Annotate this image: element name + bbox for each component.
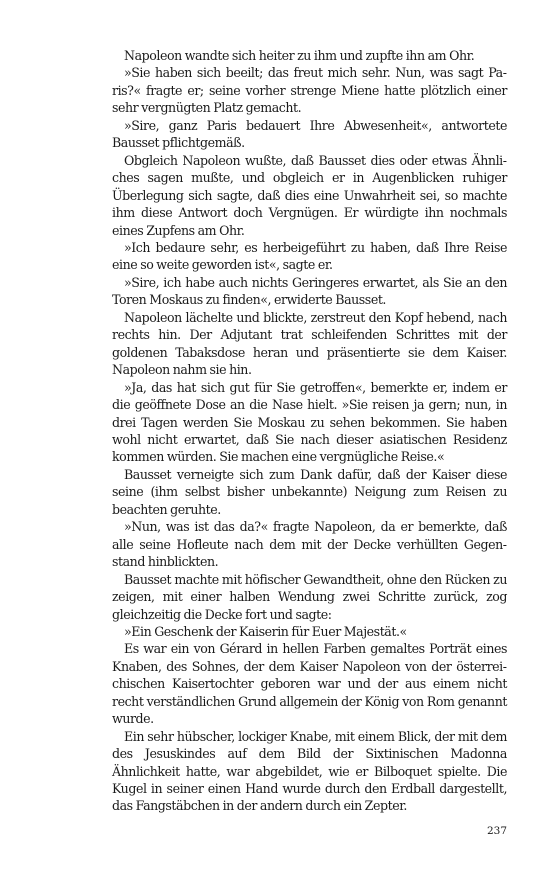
paragraph: Obgleich Napoleon wußte, daß Bausset dies oder etwas Ähnliches sagen mußte, und obgleich er in Augenblicken ruhiger Überlegung sich sagte, daß dies eine Unwahrheit sei, so machte ihm diese Antwort doch Vergnügen. Er würdigte ihn nochmals eines Zupfens am Ohr. [112,152,507,238]
paragraph: »Ein Geschenk der Kaiserin für Euer Majestät.« [124,623,407,639]
paragraph: Bausset verneigte sich zum Dank dafür, daß der Kaiser diese seine (ihm selbst bisher unbekannte) Neigung zum Reisen zu beachten geruhte. [112,466,507,517]
paragraph: »Ich bedaure sehr, es herbeigeführt zu haben, daß Ihre Reise eine so weite geworden ist«, sagte er. [112,239,507,273]
page-number: 237 [486,825,507,837]
paragraph: Napoleon lächelte und blickte, zerstreut den Kopf hebend, nach rechts hin. Der Adjutant trat schleifenden Schrittes mit der goldenen Tabaksdose heran und präsentierte sie dem Kaiser. Napoleon nahm sie hin. [112,309,507,378]
book-page-text [112,47,507,815]
paragraph: Bausset machte mit höfischer Gewandtheit, ohne den Rücken zu zeigen, mit einer halben Wendung zwei Schritte zurück, zog gleichzeitig die Decke fort und sagte: [112,571,507,622]
paragraph: Napoleon wandte sich heiter zu ihm und zupfte ihn am Ohr. [124,48,475,63]
paragraph: Ein sehr hübscher, lockiger Knabe, mit einem Blick, der mit dem des Jesuskindes auf dem Bild der Sixtinischen Madonna Ähnlichkeit hatte, war abgebildet, wie er Bilboquet spielte. Die Kugel in seiner einen Hand wurde durch den Erdball dargestellt, das Fangstäbchen in der andern durch ein Zepter. [112,728,507,814]
paragraph: »Ja, das hat sich gut für Sie getroffen«, bemerkte er, indem er die geöffnete Dose an die Nase hielt. »Sie reisen ja gern; nun, in drei Tagen werden Sie Moskau zu sehen bekommen. Sie haben wohl nicht erwartet, daß Sie nach dieser asiatischen Residenz kommen würden. Sie machen eine vergnügliche Reise.« [112,379,507,465]
paragraph: »Sire, ich habe auch nichts Geringeres erwartet, als Sie an den Toren Moskaus zu finden«, erwiderte Bausset. [112,274,507,308]
paragraph: »Sire, ganz Paris bedauert Ihre Abwesenheit«, antwortete Bausset pflichtgemäß. [112,117,507,151]
paragraph: »Sie haben sich beeilt; das freut mich sehr. Nun, was sagt Paris?« fragte er; seine vorher strenge Miene hatte plötzlich einer sehr vergnügten Platz gemacht. [112,65,507,116]
paragraph: »Nun, was ist das da?« fragte Napoleon, da er bemerkte, daß alle seine Hofleute nach dem mit der Decke verhüllten Gegenstand hinblickten. [112,519,507,570]
paragraph: Es war ein von Gérard in hellen Farben gemaltes Porträt eines Knaben, des Sohnes, der dem Kaiser Napoleon von der österreichischen Kaisertochter geboren war und der aus einem nicht recht verständlichen Grund allgemein der König von Rom genannt wurde. [112,641,507,727]
